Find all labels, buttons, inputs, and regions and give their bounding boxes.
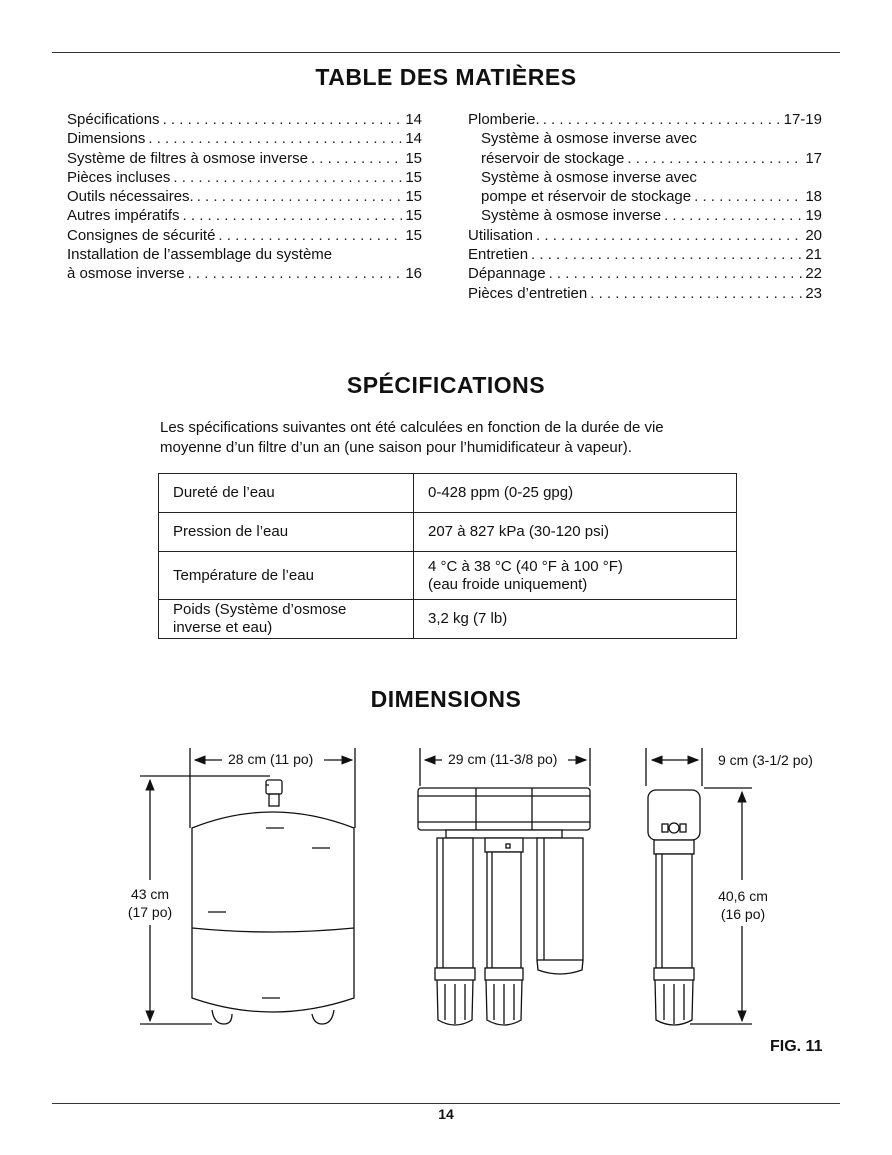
tank-height-label: 43 cm (17 po)	[124, 885, 176, 921]
side-depth-label: 9 cm (3-1/2 po)	[718, 752, 813, 768]
spec-label-line: inverse et eau)	[173, 619, 273, 636]
toc-entry[interactable]: pompe et réservoir de stockage . . . 18	[468, 187, 822, 206]
specs-intro-line: Les spécifications suivantes ont été calculées en fonction de la durée de vie	[160, 419, 664, 436]
filter-assembly-drawing	[418, 748, 590, 1025]
spec-label-line: Poids (Système d’osmose	[173, 601, 347, 618]
side-height-label: 40,6 cm (16 po)	[712, 887, 774, 923]
toc-entry[interactable]: réservoir de stockage . . . 17	[468, 149, 822, 168]
toc-entry[interactable]: Autres impératifs . . . 15	[67, 206, 422, 225]
toc-entry[interactable]: à osmose inverse . . . 16	[67, 264, 422, 283]
figure-label: FIG. 11	[770, 1038, 823, 1055]
specs-heading: SPÉCIFICATIONS	[346, 372, 546, 398]
toc-entry[interactable]: Système de filtres à osmose inverse . . . 15	[67, 149, 422, 168]
specs-intro-line: moyenne d’un filtre d’un an (une saison pour l’humidificateur à vapeur).	[160, 438, 632, 456]
spec-value: 3,2 kg (7 lb)	[414, 600, 737, 639]
toc-heading: TABLE DES MATIÈRES	[315, 64, 577, 90]
filter-width-label: 29 cm (11-3/8 po)	[448, 751, 558, 767]
toc-entry[interactable]: Outils nécessaires. . . . 15	[67, 187, 422, 206]
toc-entry-line1[interactable]: Système à osmose inverse avec	[481, 168, 697, 186]
page-number: 14	[438, 1106, 454, 1122]
spec-label: Température de l’eau	[159, 552, 414, 600]
spec-value-line: (eau froide uniquement)	[428, 575, 588, 593]
toc-entry-line1[interactable]: Installation de l’assemblage du système	[67, 246, 333, 264]
toc-entry[interactable]: Pièces incluses . . . 15	[67, 168, 422, 187]
spec-value: 0-428 ppm (0-25 gpg)	[414, 474, 737, 513]
toc-entry[interactable]: Dimensions . . . 14	[67, 129, 422, 148]
spec-value-line: 4 °C à 38 °C (40 °F à 100 °F)	[428, 557, 623, 575]
toc-entry[interactable]: Plomberie. . . . 17-19	[468, 110, 822, 129]
spec-value: 207 à 827 kPa (30-120 psi)	[414, 513, 737, 552]
toc-entry[interactable]: Dépannage . . . 22	[468, 264, 822, 283]
bottom-rule	[52, 1103, 840, 1104]
toc-entry[interactable]: Entretien . . . 21	[468, 245, 822, 264]
spec-label: Pression de l’eau	[159, 513, 414, 552]
toc-entry-line1[interactable]: Système à osmose inverse avec	[481, 130, 697, 148]
spec-label: Dureté de l’eau	[159, 474, 414, 513]
toc-entry[interactable]: Spécifications . . . 14	[67, 110, 422, 129]
dimensions-heading: DIMENSIONS	[370, 686, 522, 712]
toc-entry[interactable]: Consignes de sécurité . . . 15	[67, 226, 422, 245]
toc-entry[interactable]: Système à osmose inverse . . . 19	[468, 206, 822, 225]
tank-width-label: 28 cm (11 po)	[228, 751, 314, 767]
toc-entry[interactable]: Utilisation . . . 20	[468, 226, 822, 245]
toc-entry[interactable]: Pièces d’entretien . . . 23	[468, 284, 822, 303]
